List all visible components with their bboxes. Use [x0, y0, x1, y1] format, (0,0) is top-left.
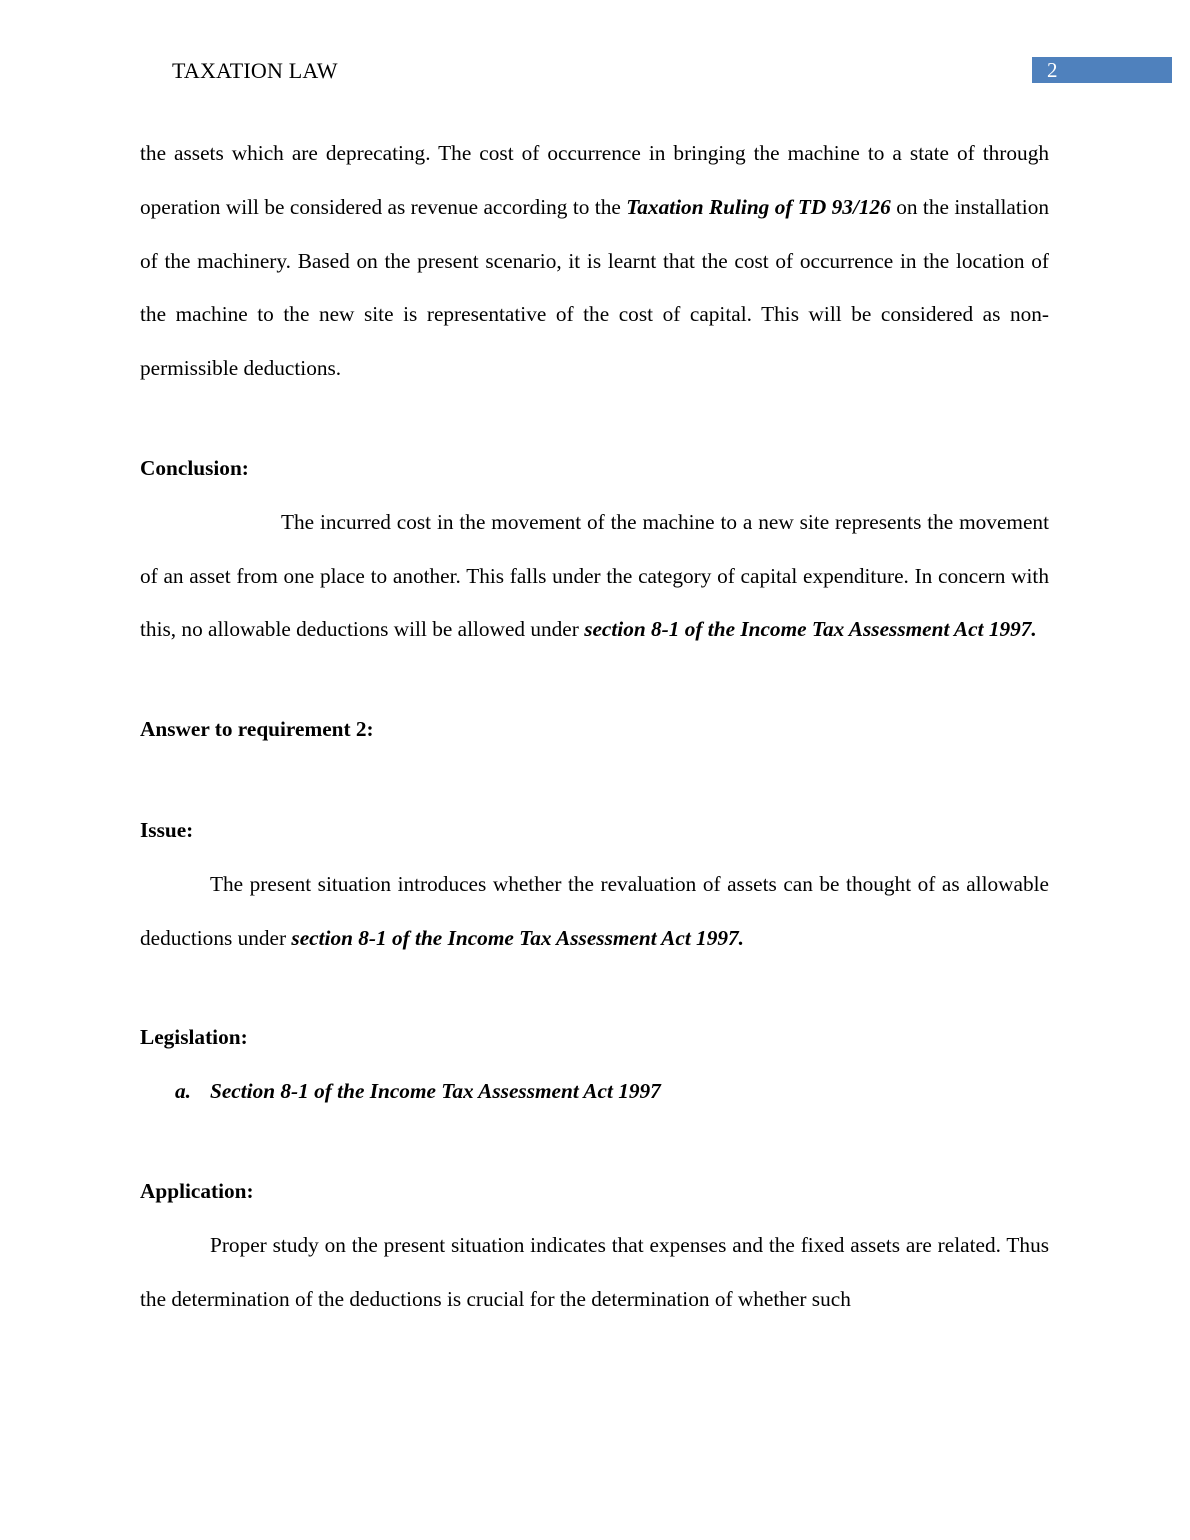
issue-text: The present situation introduces whether the revaluation of assets can be thought of as allowable deductions under [140, 871, 1049, 950]
issue-heading: Issue: [140, 817, 194, 842]
document-body [140, 127, 1049, 1326]
intro-text-1: the assets which are deprecating. The cost of occurrence in bringing the machine to a state of through operation will be considered as revenue according to the [140, 141, 1049, 219]
legislation-heading: Legislation: [140, 1025, 248, 1050]
conclusion-act-reference: section 8-1 of the Income Tax Assessment Act 1997. [584, 617, 1037, 642]
list-marker: a. [175, 1079, 191, 1104]
issue-paragraph [140, 858, 1049, 966]
page-number-box [1032, 57, 1172, 83]
legislation-list-item [140, 1065, 1049, 1119]
answer-heading: Answer to requirement 2: [140, 717, 374, 742]
application-paragraph: Proper study on the present situation indicates that expenses and the fixed assets are related. Thus the determination of the deductions is crucial for the determination of whether such [140, 1232, 1049, 1311]
application-heading: Application: [140, 1178, 254, 1203]
running-header-title: TAXATION LAW [172, 58, 338, 83]
intro-text-2: on the installation of the machinery. Based on the present scenario, it is learnt that the cost of occurrence in the location of the machine to the new site is representative of the cost of capital. This will be considered as non-permissible deductions. [140, 194, 1049, 381]
conclusion-heading: Conclusion: [140, 455, 249, 480]
conclusion-paragraph [140, 496, 1049, 657]
conclusion-text: The incurred cost in the movement of the machine to a new site represents the movement of an asset from one place to another. This falls under the category of capital expenditure. In concern with this, no allowable deductions will be allowed under [140, 509, 1049, 642]
page-number: 2 [1047, 58, 1058, 82]
issue-act-reference: section 8-1 of the Income Tax Assessment Act 1997. [291, 925, 744, 950]
taxation-ruling-reference: Taxation Ruling of TD 93/126 [626, 194, 891, 219]
intro-paragraph [140, 127, 1049, 396]
legislation-item-text: Section 8-1 of the Income Tax Assessment Act 1997 [210, 1079, 661, 1104]
